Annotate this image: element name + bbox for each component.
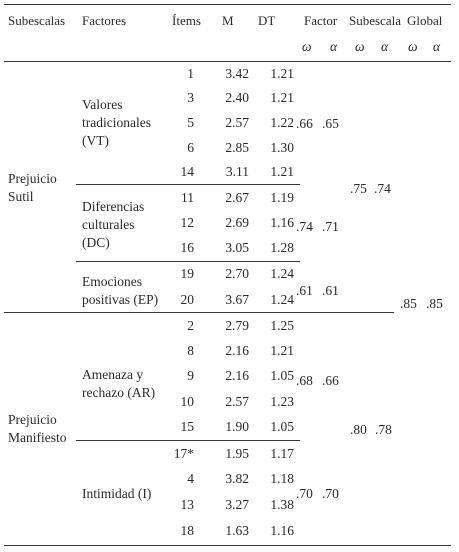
item-number: 3 bbox=[187, 90, 194, 105]
item-mean: 2.40 bbox=[225, 90, 249, 105]
item-mean: 2.57 bbox=[225, 394, 249, 409]
global-omega: .85 bbox=[400, 296, 417, 311]
header-factores: Factores bbox=[82, 13, 127, 28]
i-alpha: .70 bbox=[322, 486, 339, 501]
ar-omega: .68 bbox=[296, 373, 313, 388]
top-rule bbox=[4, 4, 451, 5]
item-number: 18 bbox=[180, 523, 194, 538]
item-number: 5 bbox=[187, 115, 194, 130]
item-sd: 1.21 bbox=[270, 164, 294, 179]
item-number: 10 bbox=[180, 394, 194, 409]
item-mean: 2.57 bbox=[225, 115, 249, 130]
item-sd: 1.16 bbox=[270, 215, 294, 230]
sutil-manifiesto-rule bbox=[4, 312, 394, 313]
item-number: 20 bbox=[180, 292, 194, 307]
item-sd: 1.30 bbox=[270, 140, 294, 155]
item-sd: 1.18 bbox=[270, 471, 294, 486]
header-subescala: Subescala bbox=[349, 13, 401, 28]
item-sd: 1.21 bbox=[270, 90, 294, 105]
ar-alpha: .66 bbox=[322, 373, 339, 388]
item-mean: 3.27 bbox=[225, 497, 249, 512]
omega-factor: ω bbox=[302, 39, 312, 54]
item-sd: 1.22 bbox=[270, 115, 294, 130]
item-mean: 3.82 bbox=[225, 471, 249, 486]
item-number: 17* bbox=[173, 446, 194, 461]
item-number: 11 bbox=[181, 190, 194, 205]
item-number: 6 bbox=[187, 140, 194, 155]
item-sd: 1.28 bbox=[270, 240, 294, 255]
sutil-omega: .75 bbox=[350, 181, 367, 196]
dc-alpha: .71 bbox=[322, 219, 339, 234]
bottom-rule bbox=[4, 545, 451, 546]
item-mean: 2.67 bbox=[225, 190, 249, 205]
item-sd: 1.24 bbox=[270, 292, 294, 307]
item-number: 14 bbox=[180, 164, 194, 179]
item-mean: 2.79 bbox=[225, 318, 249, 333]
item-sd: 1.21 bbox=[270, 66, 294, 81]
item-number: 19 bbox=[180, 266, 194, 281]
header-global: Global bbox=[407, 13, 443, 28]
alpha-subescala: α bbox=[381, 39, 389, 54]
ar-i-rule bbox=[76, 440, 300, 441]
item-number: 13 bbox=[180, 497, 194, 512]
dc-omega: .74 bbox=[296, 219, 313, 234]
item-mean: 3.05 bbox=[225, 240, 249, 255]
manifiesto-omega: .80 bbox=[350, 422, 367, 437]
header-items: Ítems bbox=[172, 13, 201, 28]
item-sd: 1.21 bbox=[270, 343, 294, 358]
ep-omega: .61 bbox=[296, 283, 313, 298]
header-dt: DT bbox=[258, 13, 276, 28]
factor-vt: Valores tradicionales (VT) bbox=[82, 97, 151, 148]
factor-ar: Amenaza y rechazo (AR) bbox=[82, 367, 156, 400]
vt-omega: .66 bbox=[296, 116, 313, 131]
factor-ep: Emociones positivas (EP) bbox=[82, 274, 159, 307]
omega-global: ω bbox=[408, 39, 418, 54]
item-number: 15 bbox=[180, 419, 194, 434]
item-mean: 3.67 bbox=[225, 292, 249, 307]
item-sd: 1.25 bbox=[270, 318, 294, 333]
alpha-factor: α bbox=[330, 39, 338, 54]
item-number: 9 bbox=[187, 368, 194, 383]
item-mean: 2.69 bbox=[225, 215, 249, 230]
item-sd: 1.24 bbox=[270, 266, 294, 281]
vt-alpha: .65 bbox=[322, 116, 339, 131]
item-sd: 1.16 bbox=[270, 523, 294, 538]
item-sd: 1.23 bbox=[270, 394, 294, 409]
item-number: 2 bbox=[187, 318, 194, 333]
item-mean: 2.85 bbox=[225, 140, 249, 155]
item-sd: 1.38 bbox=[270, 497, 294, 512]
header-m: M bbox=[222, 13, 234, 28]
item-mean: 2.16 bbox=[225, 343, 249, 358]
manifiesto-alpha: .78 bbox=[375, 422, 392, 437]
subscale-sutil: Prejuicio Sutil bbox=[8, 171, 57, 204]
item-mean: 3.42 bbox=[225, 66, 249, 81]
header-subescalas: Subescalas bbox=[8, 13, 66, 28]
item-mean: 2.70 bbox=[225, 266, 249, 281]
i-omega: .70 bbox=[296, 486, 313, 501]
item-sd: 1.05 bbox=[270, 419, 294, 434]
header-rule bbox=[4, 61, 451, 62]
item-number: 12 bbox=[180, 215, 194, 230]
factor-i: Intimidad (I) bbox=[82, 486, 152, 501]
item-mean: 1.63 bbox=[225, 523, 249, 538]
alpha-global: α bbox=[433, 39, 441, 54]
dc-ep-rule bbox=[76, 261, 300, 262]
factor-dc: Diferencias culturales (DC) bbox=[82, 199, 145, 250]
item-sd: 1.19 bbox=[270, 190, 294, 205]
item-mean: 1.90 bbox=[225, 419, 249, 434]
sutil-alpha: .74 bbox=[374, 181, 391, 196]
item-number: 4 bbox=[187, 471, 194, 486]
item-mean: 1.95 bbox=[225, 446, 249, 461]
subscale-manifiesto: Prejuicio Manifiesto bbox=[8, 412, 67, 445]
omega-subescala: ω bbox=[355, 39, 365, 54]
item-number: 8 bbox=[187, 343, 194, 358]
item-number: 16 bbox=[180, 240, 194, 255]
item-sd: 1.17 bbox=[270, 446, 294, 461]
ep-alpha: .61 bbox=[322, 283, 339, 298]
item-number: 1 bbox=[187, 66, 194, 81]
vt-dc-rule bbox=[76, 184, 300, 185]
item-mean: 3.11 bbox=[225, 164, 249, 179]
header-factor: Factor bbox=[304, 13, 338, 28]
item-mean: 2.16 bbox=[225, 368, 249, 383]
item-sd: 1.05 bbox=[270, 368, 294, 383]
global-alpha: .85 bbox=[426, 296, 443, 311]
